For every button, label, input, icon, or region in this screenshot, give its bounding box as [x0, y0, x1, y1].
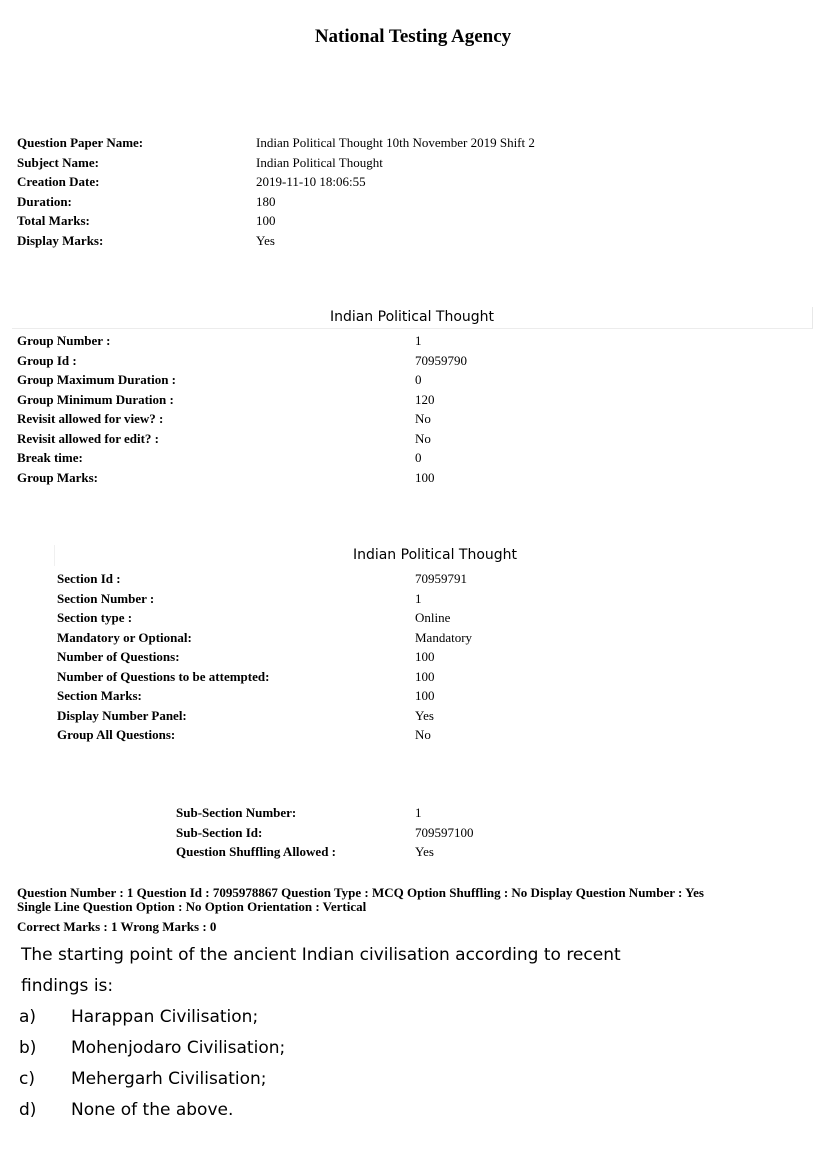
group-info-value: 0 [415, 372, 422, 387]
paper-info-value: 2019-11-10 18:06:55 [256, 174, 366, 189]
subsection-info-row [176, 803, 796, 823]
option-d [21, 1095, 811, 1126]
group-info-label: Group Id : [17, 352, 77, 368]
group-info-value: 120 [415, 391, 435, 407]
option-b [21, 1033, 811, 1064]
section-header: Indian Political Thought [54, 545, 815, 566]
subsection-info-row [176, 823, 796, 843]
section-info-value: 100 [415, 649, 435, 664]
group-info-label: Group Marks: [17, 469, 99, 485]
section-info-label: Number of Questions to be attempted: [57, 668, 270, 684]
section-info-row [57, 569, 797, 589]
option-text: Mehergarh Civilisation; [71, 1069, 267, 1089]
group-info-row [17, 370, 797, 390]
group-info-value: 1 [415, 333, 422, 348]
section-info-value: No [415, 727, 431, 742]
subsection-info-value: Yes [415, 844, 434, 859]
paper-info-label: Total Marks: [17, 213, 90, 228]
section-info-row [57, 725, 797, 745]
option-label: d) [19, 1100, 37, 1120]
section-info-label: Display Number Panel: [57, 707, 187, 723]
subsection-info-table [176, 803, 796, 862]
group-info-row [17, 351, 797, 371]
paper-info-table [17, 133, 797, 250]
group-info-value: No [415, 430, 431, 446]
group-info-label: Revisit allowed for edit? : [17, 430, 160, 446]
section-info-value: 70959791 [415, 571, 467, 586]
paper-info-label: Display Marks: [17, 232, 104, 248]
section-info-row [57, 706, 797, 726]
section-info-table [57, 569, 797, 745]
paper-info-value: 100 [256, 213, 276, 228]
group-info-value: 100 [415, 469, 435, 485]
section-info-label: Section type : [57, 610, 133, 625]
section-info-row [57, 667, 797, 687]
section-info-label: Group All Questions: [57, 727, 176, 742]
subsection-info-value: 1 [415, 805, 422, 820]
group-info-row [17, 331, 797, 351]
section-info-label: Mandatory or Optional: [57, 629, 192, 645]
section-info-value: Online [415, 610, 451, 625]
paper-info-label: Question Paper Name: [17, 135, 144, 150]
option-text: Harappan Civilisation; [71, 1007, 259, 1027]
option-label: c) [19, 1069, 35, 1089]
subsection-info-label: Sub-Section Id: [176, 824, 263, 840]
question-text: The starting point of the ancient Indian civilisation according to recent [21, 945, 621, 965]
subsection-info-row [176, 842, 796, 862]
subsection-info-value: 709597100 [415, 824, 474, 840]
paper-info-row [17, 211, 797, 231]
group-info-label: Group Number : [17, 333, 111, 348]
group-header: Indian Political Thought [12, 307, 813, 329]
section-info-value: 100 [415, 688, 435, 703]
option-c [21, 1064, 811, 1095]
paper-info-row [17, 192, 797, 212]
paper-info-row [17, 172, 797, 192]
section-info-value: 1 [415, 590, 422, 606]
option-label: a) [19, 1007, 37, 1027]
group-info-value: No [415, 411, 431, 426]
group-info-row [17, 448, 797, 468]
paper-info-label: Subject Name: [17, 154, 99, 170]
paper-info-value: 180 [256, 193, 276, 209]
group-info-row [17, 409, 797, 429]
option-label: b) [19, 1038, 37, 1058]
question-meta-line: Question Number : 1 Question Id : 7095978867 Question Type : MCQ Option Shuffling : No Display Question Number : Yes [17, 885, 704, 900]
question-marks-line: Correct Marks : 1 Wrong Marks : 0 [17, 919, 217, 934]
section-info-row [57, 628, 797, 648]
paper-info-row [17, 133, 797, 153]
group-info-label: Group Maximum Duration : [17, 372, 177, 387]
group-info-label: Break time: [17, 450, 83, 465]
paper-info-row [17, 153, 797, 173]
question-text: findings is: [21, 976, 114, 996]
group-info-row [17, 429, 797, 449]
section-info-value: Mandatory [415, 629, 473, 645]
paper-info-label: Creation Date: [17, 174, 100, 189]
group-info-value: 70959790 [415, 352, 467, 368]
section-info-label: Section Number : [57, 590, 155, 606]
paper-info-value: Indian Political Thought 10th November 2019 Shift 2 [256, 135, 535, 150]
page-title: National Testing Agency [314, 26, 512, 47]
group-info-table [17, 331, 797, 487]
section-info-row [57, 589, 797, 609]
group-info-row [17, 468, 797, 488]
question-meta [17, 886, 817, 934]
group-info-value: 0 [415, 450, 422, 465]
paper-info-value: Yes [256, 232, 275, 248]
group-info-label: Revisit allowed for view? : [17, 411, 164, 426]
section-info-row [57, 608, 797, 628]
paper-info-value: Indian Political Thought [256, 154, 383, 170]
section-info-row [57, 647, 797, 667]
question-meta-line: Single Line Question Option : No Option Orientation : Vertical [17, 899, 367, 914]
option-text: None of the above. [71, 1100, 234, 1120]
section-info-value: Yes [415, 707, 434, 723]
subsection-info-label: Question Shuffling Allowed : [176, 844, 337, 859]
paper-info-label: Duration: [17, 193, 72, 209]
option-text: Mohenjodaro Civilisation; [71, 1038, 286, 1058]
section-info-label: Section Id : [57, 571, 121, 586]
section-info-label: Number of Questions: [57, 649, 180, 664]
group-info-row [17, 390, 797, 410]
section-info-value: 100 [415, 668, 435, 684]
paper-info-row [17, 231, 797, 251]
subsection-info-label: Sub-Section Number: [176, 805, 297, 820]
group-info-label: Group Minimum Duration : [17, 391, 174, 407]
section-info-label: Section Marks: [57, 688, 142, 703]
option-a [21, 1002, 811, 1033]
question-body [21, 940, 811, 1126]
section-info-row [57, 686, 797, 706]
